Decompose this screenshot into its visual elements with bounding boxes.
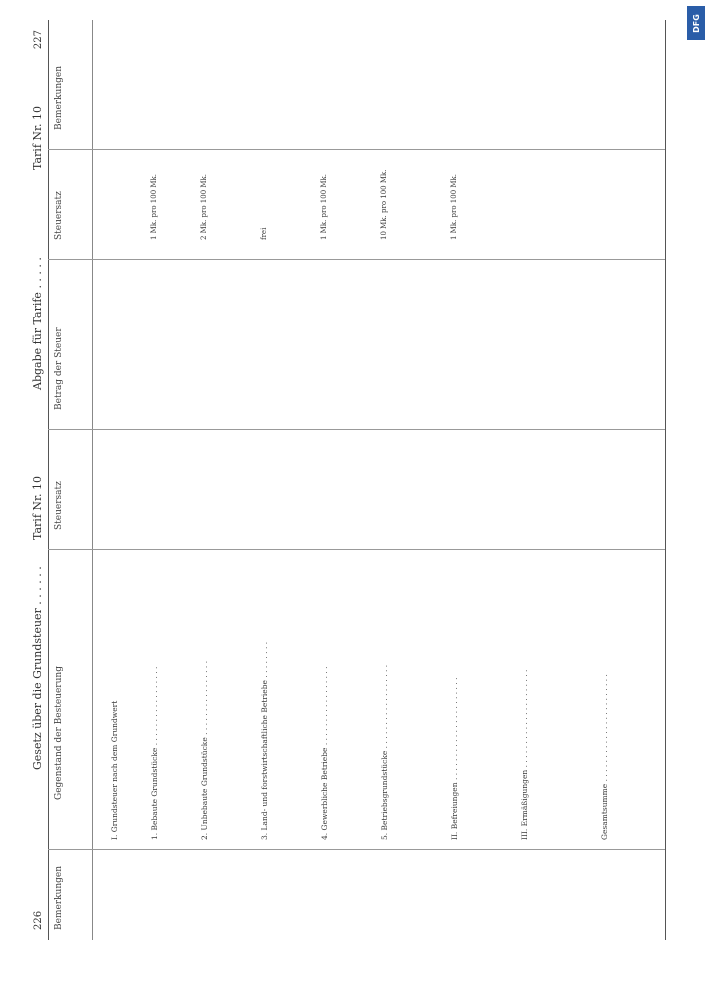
tariff-ref-left: Tarif Nr. 10 (31, 475, 44, 540)
dfg-logo (687, 6, 705, 40)
entry-line: III. Ermäßigungen . . . . . . . . . . . . . . . . . . . . . (520, 669, 529, 840)
column-head-remarks-left: Bemerkungen (54, 865, 64, 930)
entry-line: 3. Land- und forstwirtschaftliche Betriebe . . . . . . . . (260, 641, 269, 840)
header-rule (48, 20, 49, 940)
page-number-left: 226 (33, 910, 44, 930)
page-header (18, 30, 44, 930)
dfg-logo-text: DFG (691, 13, 701, 33)
tariff-ref-right: Tarif Nr. 10 (31, 105, 44, 170)
entry-line: 1. Bebaute Grundstücke . . . . . . . . . . . . . . . . . (150, 666, 159, 840)
entry-line: 5. Betriebsgrundstücke . . . . . . . . . . . . . . . . . . (380, 664, 389, 840)
column-divider (48, 429, 665, 430)
column-head-object: Gegenstand der Besteuerung (54, 666, 64, 800)
rate-value: 2 Mk. pro 100 Mk. (200, 173, 208, 240)
running-title-right: Abgabe für Tarife . . . . . (31, 257, 44, 390)
running-title-left: Gesetz über die Grundsteuer . . . . . . (31, 566, 44, 770)
rate-value: frei (260, 227, 268, 240)
rate-value: 1 Mk. pro 100 Mk. (150, 173, 158, 240)
rate-value: 1 Mk. pro 100 Mk. (450, 173, 458, 240)
entry-line: 4. Gewerbliche Betriebe . . . . . . . . . . . . . . . . . (320, 666, 329, 840)
column-head-rate-right: Steuersatz (54, 191, 64, 240)
footer-rule (665, 20, 666, 940)
entry-line: 2. Unbebaute Grundstücke . . . . . . . . . . . . . . . . (200, 660, 209, 840)
rate-value: 10 Mk. pro 100 Mk. (380, 169, 388, 240)
column-head-rule (92, 20, 93, 940)
column-head-rate: Steuersatz (54, 481, 64, 530)
column-divider (48, 849, 665, 850)
column-divider (48, 149, 665, 150)
entry-line: II. Befreiungen . . . . . . . . . . . . . . . . . . . . . . (450, 677, 459, 840)
column-divider (48, 259, 665, 260)
column-head-amount: Betrag der Steuer (54, 327, 64, 410)
column-head-remarks-right: Bemerkungen (54, 65, 64, 130)
page-number-right: 227 (33, 30, 44, 50)
entry-line: Gesamtsumme . . . . . . . . . . . . . . . . . . . . . . . (600, 674, 609, 840)
entry-line: I. Grundsteuer nach dem Grundwert (110, 700, 119, 840)
column-divider (48, 549, 665, 550)
rate-value: 1 Mk. pro 100 Mk. (320, 173, 328, 240)
